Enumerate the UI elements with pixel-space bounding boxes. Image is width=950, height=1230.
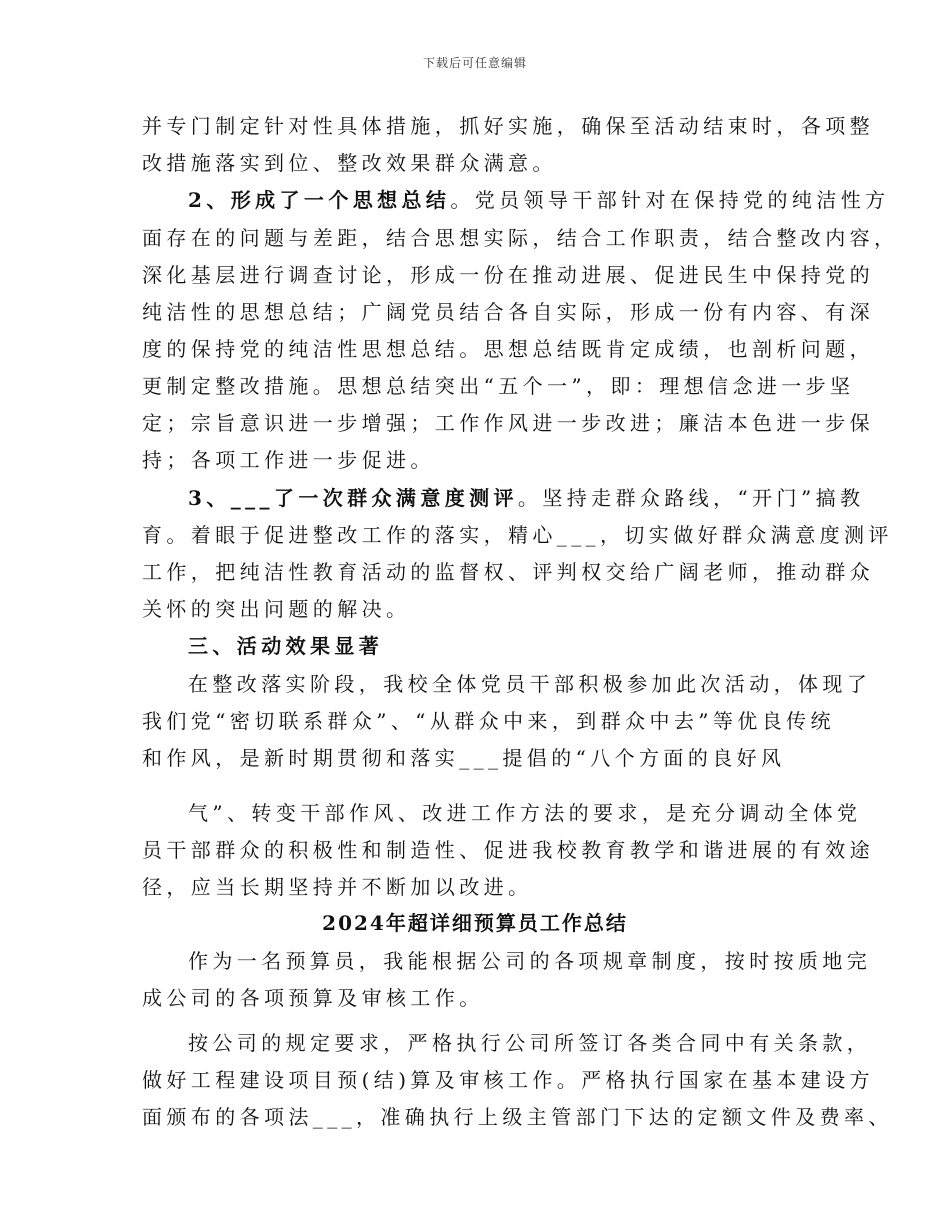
text-line: 关怀的突出问题的解决。	[142, 597, 411, 621]
text-span: 。党员领导干部针对在保持党的纯洁性方	[450, 188, 890, 212]
text-line: 和作风，是新时期贯彻和落实___提倡的“八个方面的良好风	[142, 746, 786, 770]
text-line: 面颁布的各项法___，准确执行上级主管部门下达的定额文件及费率、	[142, 1105, 893, 1129]
section-2-first-line	[188, 188, 890, 212]
text-line: 气”、转变干部作风、改进工作方法的要求，是充分调动全体党	[188, 801, 862, 825]
page-header: 下载后可任意编辑	[422, 56, 527, 70]
text-line: 径，应当长期坚持并不断加以改进。	[142, 875, 533, 899]
text-line: 我们党“密切联系群众”、“从群众中来，到群众中去”等优良传统	[142, 709, 835, 733]
text-line: 按公司的规定要求，严格执行公司所签订各类合同中有关条款，	[188, 1031, 872, 1055]
text-line: 深化基层进行调查讨论，形成一份在推动进展、促进民生中保持党的	[142, 263, 874, 287]
text-line: 更制定整改措施。思想总结突出“五个一”，即：理想信念进一步坚	[142, 374, 855, 398]
text-span: 。坚持走群众路线，“开门”搞教	[517, 486, 865, 510]
section-heading: 三、活动效果显著	[188, 634, 384, 658]
text-line: 并专门制定针对性具体措施，抓好实施，确保至活动结束时，各项整	[142, 114, 874, 138]
text-line: 做好工程建设项目预(结)算及审核工作。严格执行国家在基本建设方	[142, 1068, 875, 1092]
text-line: 面存在的问题与差距，结合思想实际，结合工作职责，结合整改内容，	[142, 226, 899, 250]
text-line: 纯洁性的思想总结；广阔党员结合各自实际，形成一份有内容、有深	[142, 300, 874, 324]
text-line: 员干部群众的积极性和制造性、促进我校教育教学和谐进展的有效途	[142, 838, 874, 862]
section-3-heading: 3、___了一次群众满意度测评	[188, 486, 518, 510]
text-line: 持；各项工作进一步促进。	[142, 448, 435, 472]
text-line: 作为一名预算员，我能根据公司的各项规章制度，按时按质地完	[188, 949, 872, 973]
text-line: 度的保持党的纯洁性思想总结。思想总结既肯定成绩，也剖析问题，	[142, 337, 874, 361]
section-2-heading: 2、形成了一个思想总结	[188, 188, 451, 212]
text-line: 育。着眼于促进整改工作的落实，精心___，切实做好群众满意度测评	[142, 523, 893, 547]
document-title: 2024年超详细预算员工作总结	[322, 911, 628, 935]
text-line: 在整改落实阶段，我校全体党员干部积极参加此次活动，体现了	[188, 672, 872, 696]
section-3-first-line	[188, 486, 864, 510]
text-line: 定；宗旨意识进一步增强；工作作风进一步改进；廉洁本色进一步保	[142, 411, 874, 435]
text-line: 成公司的各项预算及审核工作。	[142, 986, 484, 1010]
text-line: 改措施落实到位、整改效果群众满意。	[142, 151, 557, 175]
text-line: 工作，把纯洁性教育活动的监督权、评判权交给广阔老师，推动群众	[142, 560, 874, 584]
